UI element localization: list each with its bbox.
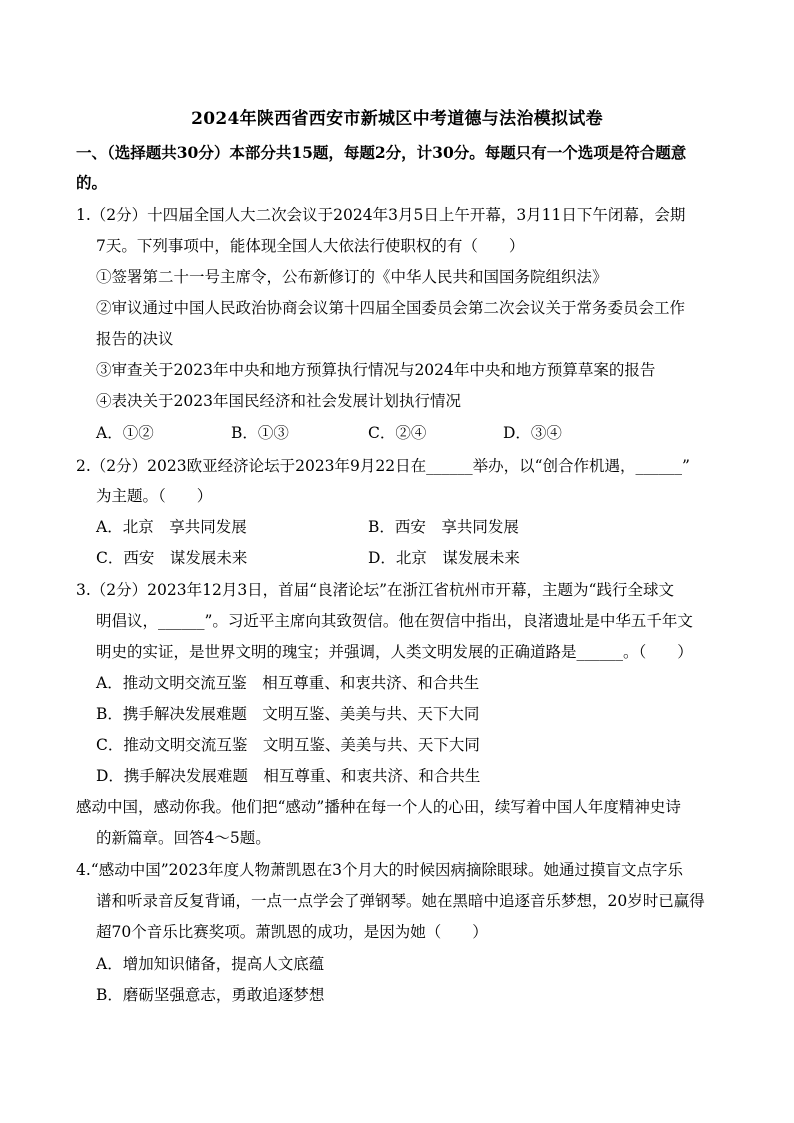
question-1-item: ②审议通过中国人民政治协商会议第十四届全国委员会第二次会议关于常务委员会工作 bbox=[96, 299, 686, 317]
question-1-item: ④表决关于2023年国民经济和社会发展计划执行情况 bbox=[96, 392, 461, 410]
passage-intro: 感动中国，感动你我。他们把“感动”播种在每一个人的心田，续写着中国人年度精神史诗 bbox=[76, 798, 681, 816]
question-3-option-b[interactable]: B．携手解决发展难题 文明互鉴、美美与共、天下大同 bbox=[96, 705, 480, 723]
question-1-stem: 1.（2分）十四届全国人大二次会议于2024年3月5日上午开幕，3月11日下午闭幕，会期 bbox=[76, 206, 686, 224]
section-heading-cont: 的。 bbox=[76, 173, 108, 192]
option-a[interactable]: A．①② bbox=[96, 424, 154, 442]
question-1-options bbox=[96, 423, 696, 443]
option-d[interactable]: D．北京 谋发展未来 bbox=[368, 549, 520, 567]
question-4-stem-cont: 超70个音乐比赛奖项。萧凯恩的成功，是因为她（ ） bbox=[96, 923, 488, 941]
question-2-options-row1 bbox=[96, 517, 696, 537]
option-d[interactable]: D．③④ bbox=[503, 424, 562, 442]
question-3-stem-cont: 明倡议，______”。习近平主席向其致贺信。他在贺信中指出，良渚遗址是中华五千年文 bbox=[96, 612, 693, 630]
option-c[interactable]: C．西安 谋发展未来 bbox=[96, 549, 248, 567]
question-4-stem-cont: 谱和听录音反复背诵，一点一点学会了弹钢琴。她在黑暗中追逐音乐梦想，20岁时已赢得 bbox=[96, 892, 705, 910]
question-1-item-cont: 报告的决议 bbox=[96, 330, 174, 348]
question-4-option-b[interactable]: B．磨砺坚强意志，勇敢追逐梦想 bbox=[96, 986, 325, 1004]
question-1-item: ①签署第二十一号主席令，公布新修订的《中华人民共和国国务院组织法》 bbox=[96, 268, 608, 286]
question-4-option-a[interactable]: A．增加知识储备，提高人文底蕴 bbox=[96, 955, 325, 973]
question-1-item: ③审查关于2023年中央和地方预算执行情况与2024年中央和地方预算草案的报告 bbox=[96, 361, 656, 379]
question-2-stem-cont: 为主题。（ ） bbox=[96, 487, 213, 505]
question-3-stem: 3.（2分）2023年12月3日，首届“良渚论坛”在浙江省杭州市开幕，主题为“践行全球文 bbox=[76, 581, 674, 599]
question-3-stem-cont: 明史的实证，是世界文明的瑰宝；并强调，人类文明发展的正确道路是______。（ ） bbox=[96, 643, 693, 661]
option-b[interactable]: B．西安 享共同发展 bbox=[368, 518, 519, 536]
question-3-option-c[interactable]: C．推动文明交流互鉴 文明互鉴、美美与共、天下大同 bbox=[96, 736, 480, 754]
option-a[interactable]: A．北京 享共同发展 bbox=[96, 518, 247, 536]
question-3-option-d[interactable]: D．携手解决发展难题 相互尊重、和衷共济、和合共生 bbox=[96, 767, 481, 785]
option-c[interactable]: C．②④ bbox=[368, 424, 427, 442]
section-heading: 一、（选择题共30分）本部分共15题，每题2分，计30分。每题只有一个选项是符合题意 bbox=[76, 143, 687, 162]
question-1-stem-cont: 7天。下列事项中，能体现全国人大依法行使职权的有（ ） bbox=[96, 237, 525, 255]
question-3-option-a[interactable]: A．推动文明交流互鉴 相互尊重、和衷共济、和合共生 bbox=[96, 674, 480, 692]
passage-intro-cont: 的新篇章。回答4～5题。 bbox=[96, 829, 271, 847]
question-2-stem: 2.（2分）2023欧亚经济论坛于2023年9月22日在______举办，以“创合作机遇，______” bbox=[76, 457, 690, 475]
page-title: 2024年陕西省西安市新城区中考道德与法治模拟试卷 bbox=[191, 109, 603, 129]
question-2-options-row2 bbox=[96, 548, 696, 568]
question-4-stem: 4.“感动中国”2023年度人物萧凯恩在3个月大的时候因病摘除眼球。她通过摸盲文点字乐 bbox=[76, 861, 683, 879]
option-b[interactable]: B．①③ bbox=[231, 424, 289, 442]
